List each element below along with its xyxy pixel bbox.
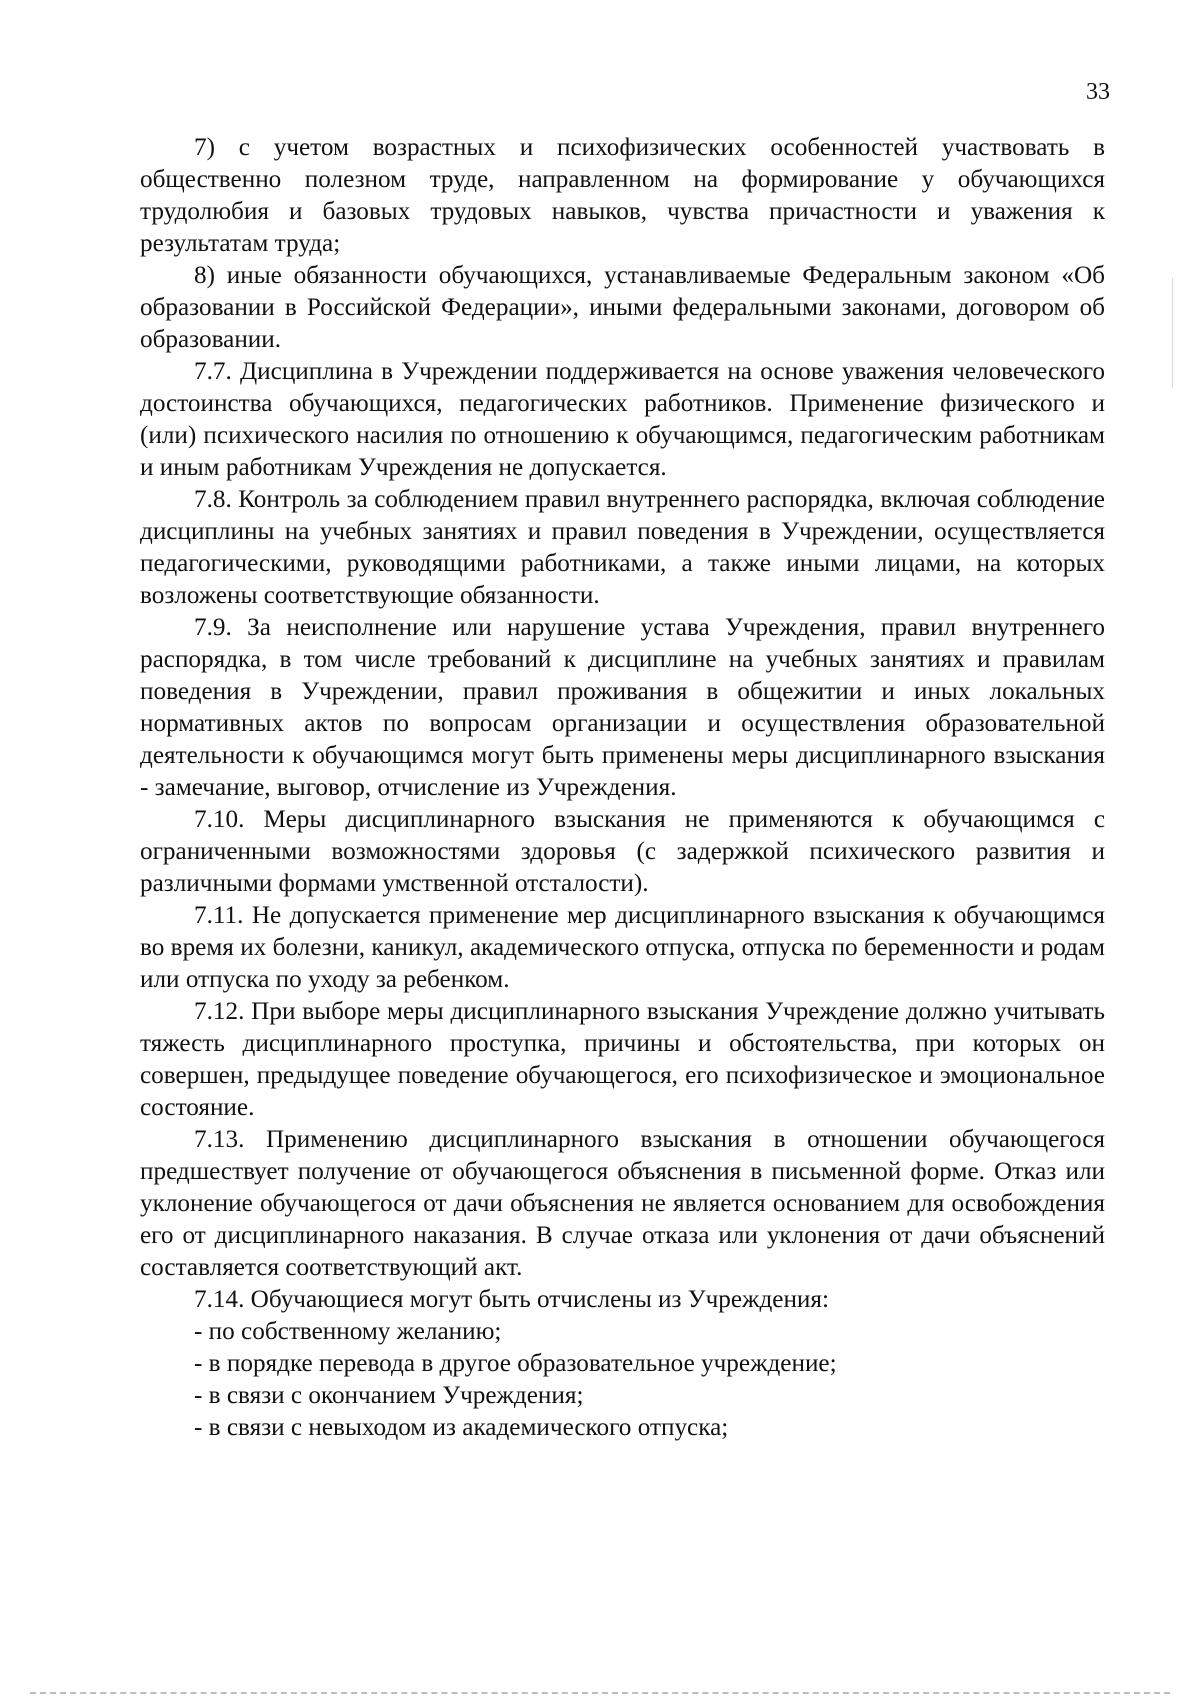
paragraph-7-12: 7.12. При выборе меры дисциплинарного взыскания Учреждение должно учитывать тяжесть дисциплинарного проступка, причины и обстоятельства, при которых он совершен, предыдущее поведение обучающегося, его психофизическое и эмоциональное состояние. xyxy=(140,998,1105,1121)
paragraph-item-8: 8) иные обязанности обучающихся, устанавливаемые Федеральным законом «Об образовании в Российской Федерации», иными федеральными законами, договором об образовании. xyxy=(140,262,1105,353)
paragraph-item-7: 7) с учетом возрастных и психофизических особенностей участвовать в общественно полезном труде, направленном на формирование у обучающихся трудолюбия и базовых трудовых навыков, чувства причастности и уважения к результатам труда; xyxy=(140,134,1105,257)
page-number: 33 xyxy=(1086,79,1110,105)
paragraph-7-10: 7.10. Меры дисциплинарного взыскания не применяются к обучающимся с ограниченными возможностями здоровья (с задержкой психического развития и различными формами умственной отсталости). xyxy=(140,806,1105,897)
list-item: - в порядке перевода в другое образовательное учреждение; xyxy=(194,1350,837,1377)
paragraph-7-13: 7.13. Применению дисциплинарного взыскания в отношении обучающегося предшествует получение от обучающегося объяснения в письменной форме. Отказ или уклонение обучающегося от дачи объяснения не является основанием для освобождения его от дисциплинарного наказания. В случае отказа или уклонения от дачи объяснений составляется соответствующий акт. xyxy=(140,1126,1105,1281)
paragraph-7-14-intro: 7.14. Обучающиеся могут быть отчислены из Учреждения: xyxy=(194,1286,829,1313)
document-body xyxy=(140,132,1105,1444)
paragraph-7-8: 7.8. Контроль за соблюдением правил внутреннего распорядка, включая соблюдение дисциплины на учебных занятиях и правил поведения в Учреждении, осуществляется педагогическими, руководящими работниками, а также иными лицами, на которых возложены соответствующие обязанности. xyxy=(140,486,1105,609)
paragraph-7-7: 7.7. Дисциплина в Учреждении поддерживается на основе уважения человеческого достоинства обучающихся, педагогических работников. Применение физического и (или) психического насилия по отношению к обучающимся, педагогическим работникам и иным работникам Учреждения не допускается. xyxy=(140,358,1105,481)
list-item: - по собственному желанию; xyxy=(194,1318,502,1345)
paragraph-7-11: 7.11. Не допускается применение мер дисциплинарного взыскания к обучающимся во время их болезни, каникул, академического отпуска, отпуска по беременности и родам или отпуска по уходу за ребенком. xyxy=(140,902,1105,993)
scan-edge-mark xyxy=(1172,278,1173,388)
paragraph-7-9: 7.9. За неисполнение или нарушение устава Учреждения, правил внутреннего распорядка, в том числе требований к дисциплине на учебных занятиях и правилам поведения в Учреждении, правил проживания в общежитии и иных локальных нормативных актов по вопросам организации и осуществления образовательной деятельности к обучающимся могут быть применены меры дисциплинарного взыскания - замечание, выговор, отчисление из Учреждения. xyxy=(140,614,1105,801)
list-item: - в связи с окончанием Учреждения; xyxy=(194,1382,584,1409)
scan-bottom-artifact xyxy=(30,1692,1170,1694)
list-item: - в связи с невыходом из академического отпуска; xyxy=(194,1414,729,1441)
